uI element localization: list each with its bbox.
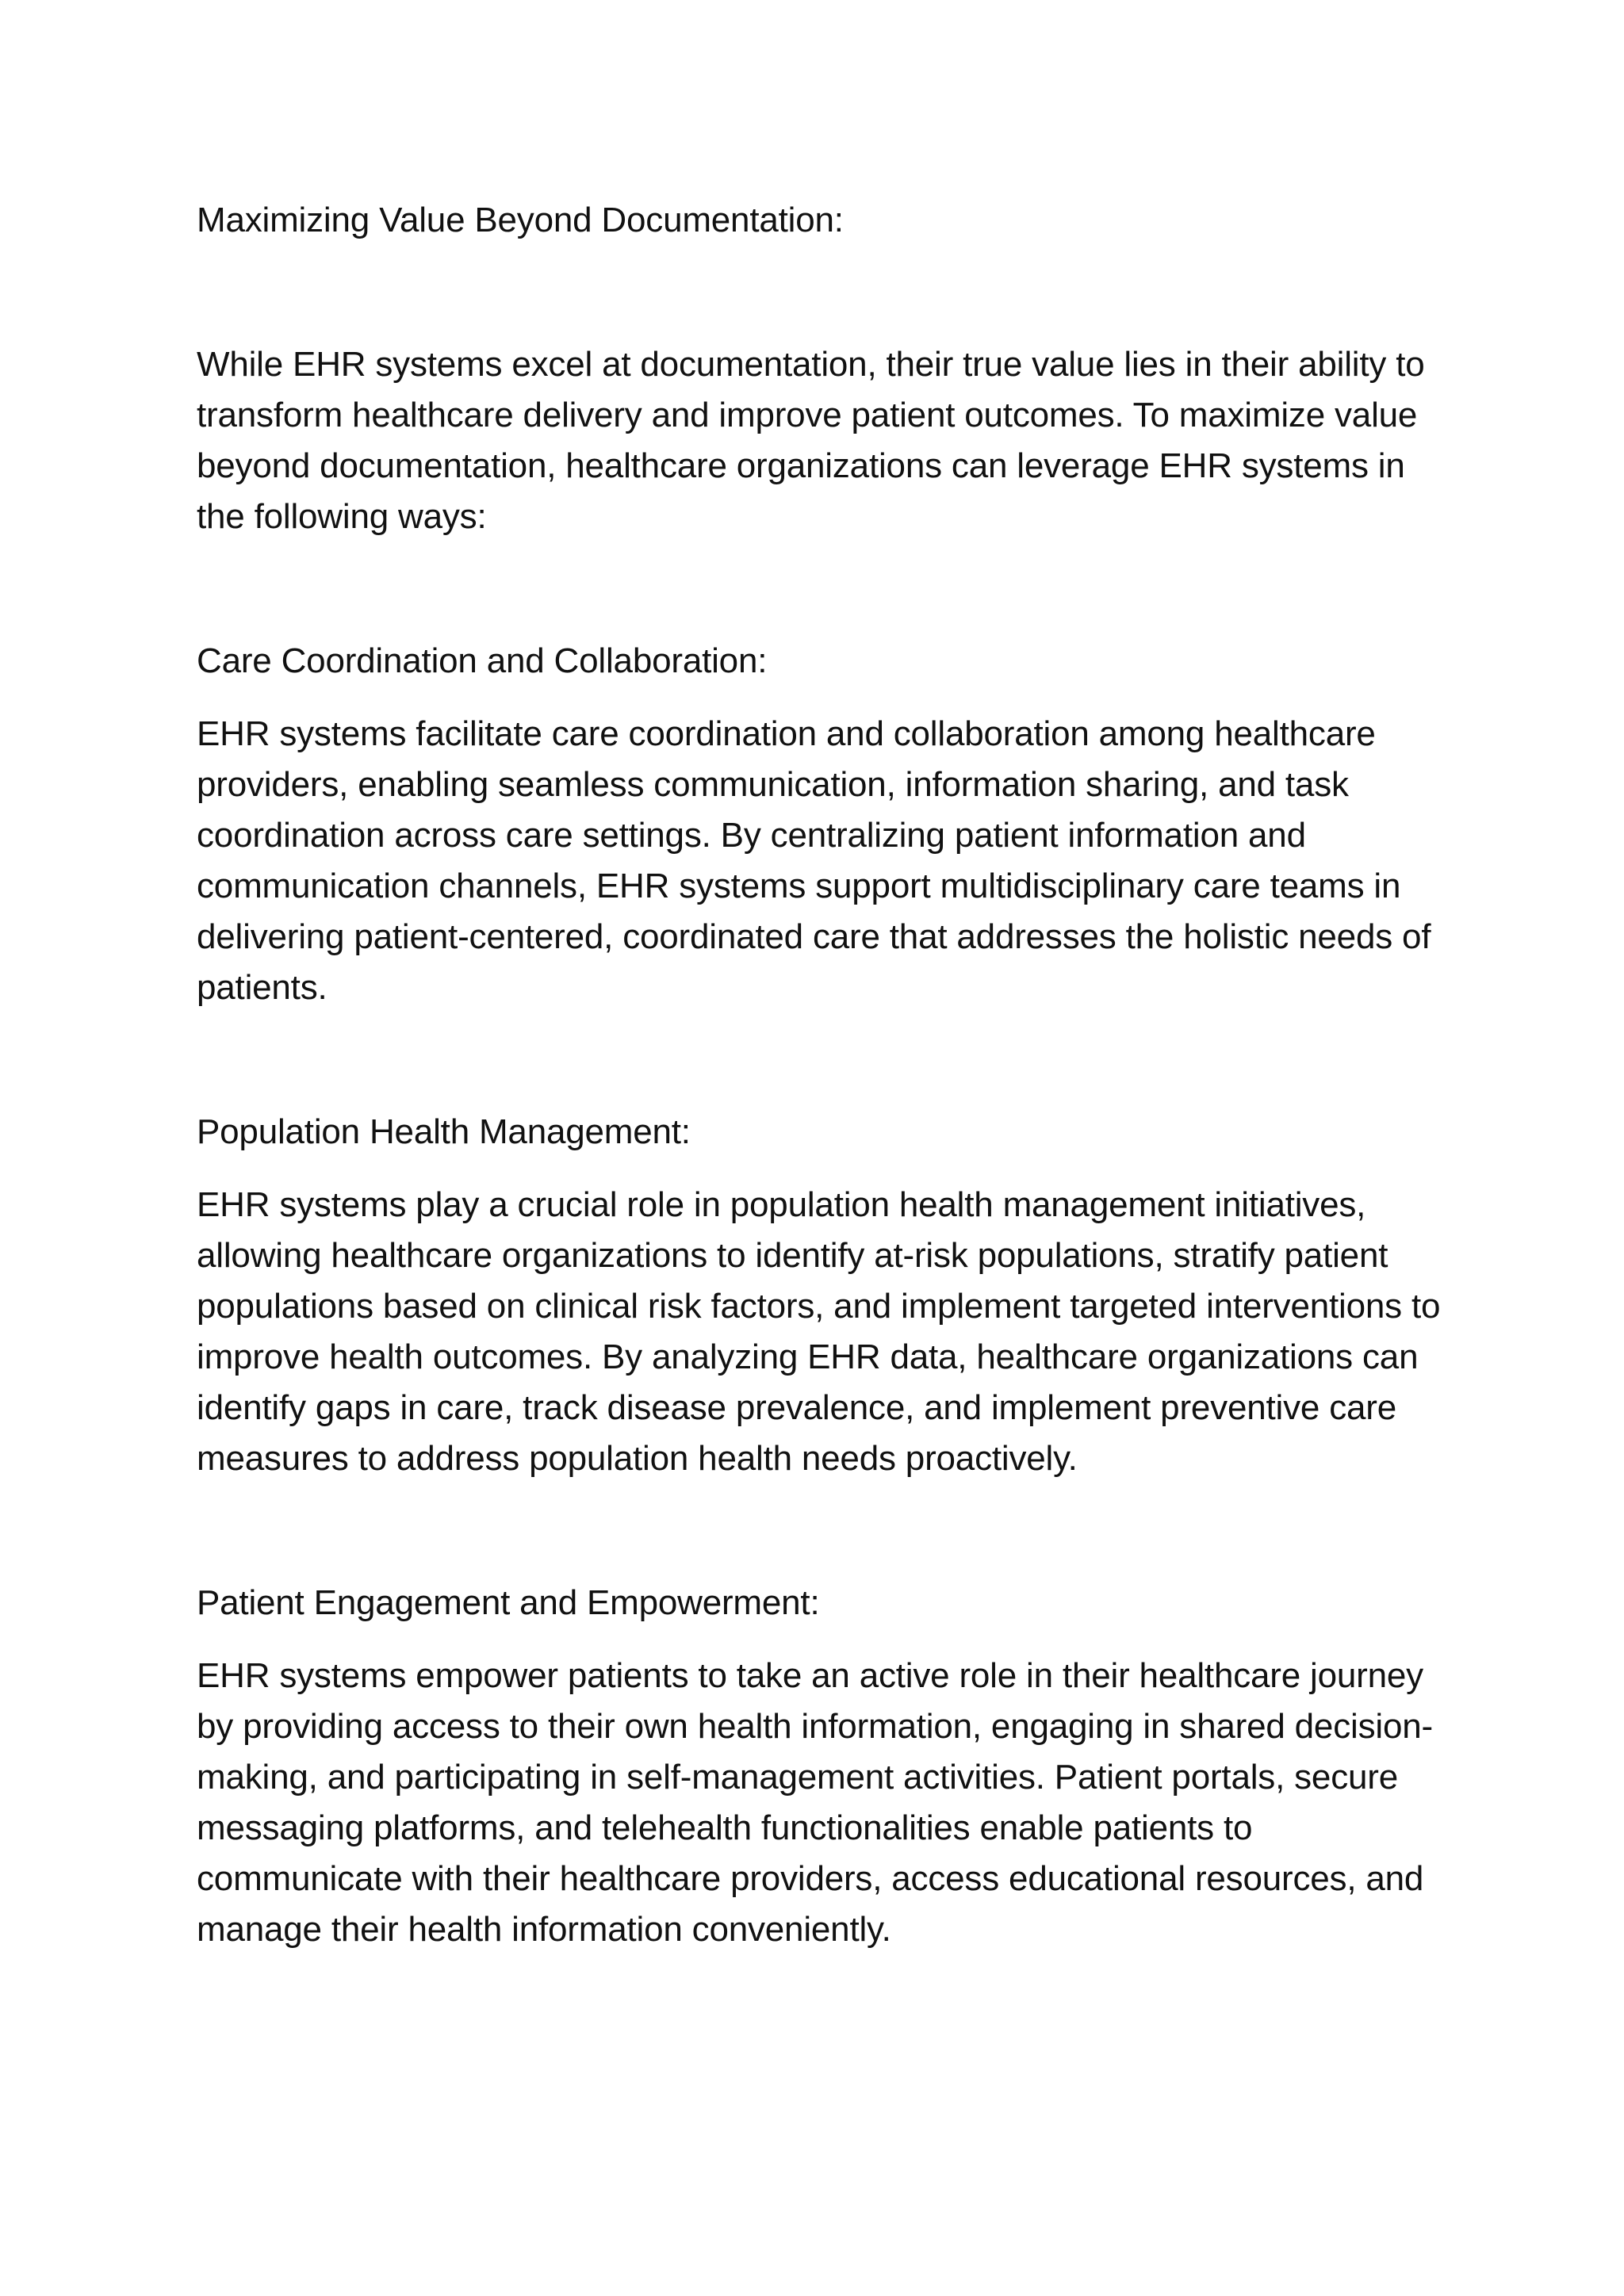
document-content [197, 195, 1450, 1955]
section-heading-population-health: Population Health Management: [197, 1112, 691, 1151]
intro-paragraph: While EHR systems excel at documentation, their true value lies in their ability to transform healthcare delivery and improve patient outcomes. To maximize value beyond documentation, healthcare organizations can leverage EHR systems in the following ways: [197, 345, 1425, 536]
section-heading-patient-engagement: Patient Engagement and Empowerment: [197, 1583, 820, 1622]
section-heading-care-coordination: Care Coordination and Collaboration: [197, 641, 768, 680]
section-body-patient-engagement: EHR systems empower patients to take an active role in their healthcare journey by providing access to their own health information, engaging in shared decision-making, and participating in self-management activities. Patient portals, secure messaging platforms, and telehealth functionalities enable patients to communicate with their healthcare providers, access educational resources, and manage their health information conveniently. [197, 1656, 1433, 1949]
section-body-population-health: EHR systems play a crucial role in population health management initiatives, allowing healthcare organizations to identify at-risk populations, stratify patient populations based on clinical risk factors, and implement targeted interventions to improve health outcomes. By analyzing EHR data, healthcare organizations can identify gaps in care, track disease prevalence, and implement preventive care measures to address population health needs proactively. [197, 1185, 1441, 1478]
section-body-care-coordination: EHR systems facilitate care coordination and collaboration among healthcare providers, enabling seamless communication, information sharing, and task coordination across care settings. By centralizing patient information and communication channels, EHR systems support multidisciplinary care teams in delivering patient-centered, coordinated care that addresses the holistic needs of patients. [197, 714, 1431, 1007]
document-title: Maximizing Value Beyond Documentation: [197, 201, 844, 239]
